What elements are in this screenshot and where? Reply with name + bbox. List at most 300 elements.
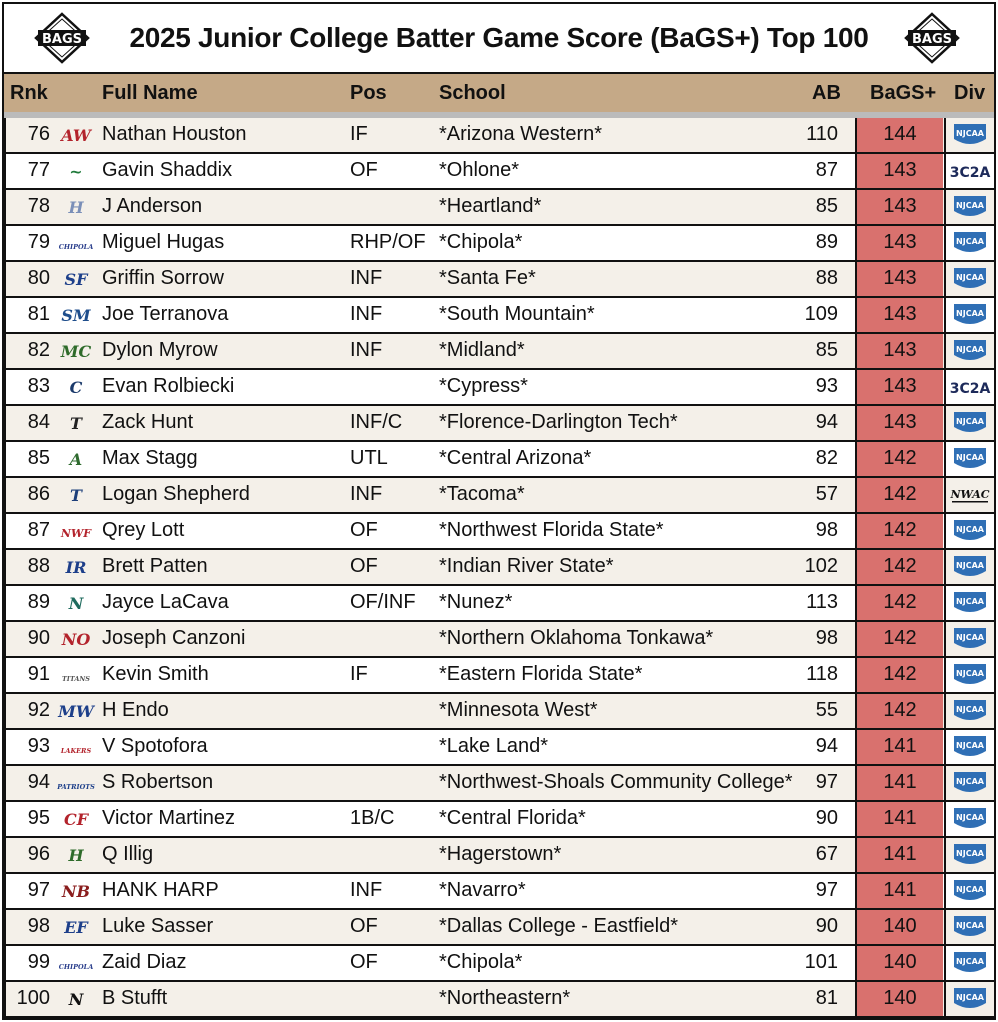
position-cell: INF — [350, 483, 383, 505]
player-name[interactable]: Max Stagg — [102, 447, 198, 469]
hagerstown-logo — [56, 841, 96, 869]
school-cell[interactable]: *Heartland* — [439, 195, 542, 217]
sep-ab-score — [855, 118, 857, 1018]
svg-text:NJCAA: NJCAA — [956, 525, 984, 534]
svg-text:NJCAA: NJCAA — [956, 309, 984, 318]
njcaa-logo-icon — [948, 661, 992, 689]
school-cell[interactable]: *Northwest-Shoals Community College* — [439, 771, 793, 793]
bags-score-cell — [857, 298, 943, 332]
northwest-florida-logo — [56, 517, 96, 545]
position-cell: OF/INF — [350, 591, 416, 613]
school-cell[interactable]: *Northwest Florida State* — [439, 519, 664, 541]
table-row[interactable] — [4, 190, 994, 226]
svg-text:PATRIOTS: PATRIOTS — [57, 783, 95, 791]
njcaa-logo-icon — [948, 229, 992, 257]
bags-score-value: 141 — [883, 807, 917, 829]
school-cell[interactable]: *Florence-Darlington Tech* — [439, 411, 678, 433]
njcaa-logo-icon — [948, 697, 992, 725]
tacoma-logo — [56, 481, 96, 509]
rank-cell: 77 — [27, 159, 50, 181]
bags-logo-icon — [904, 12, 960, 64]
njcaa-logo-icon — [948, 301, 992, 329]
bags-score-value: 142 — [883, 555, 917, 577]
svg-text:C: C — [69, 378, 83, 397]
at-bats-cell: 90 — [815, 915, 838, 937]
bags-score-cell — [857, 910, 943, 944]
svg-text:H: H — [68, 198, 84, 217]
rank-cell: 76 — [27, 123, 50, 145]
svg-text:NJCAA: NJCAA — [956, 453, 984, 462]
minnesota-west-logo — [56, 697, 96, 725]
position-cell: 1B/C — [350, 807, 395, 829]
table-row[interactable] — [4, 442, 994, 478]
col-school-header[interactable]: School — [439, 82, 506, 104]
title-bar — [4, 4, 994, 72]
bags-score-cell — [857, 586, 943, 620]
ohlone-logo — [56, 157, 96, 185]
rank-cell: 93 — [27, 735, 50, 757]
njcaa-logo-icon — [948, 445, 992, 473]
rank-cell: 99 — [27, 951, 50, 973]
table-body — [4, 118, 994, 1018]
rank-cell: 85 — [27, 447, 50, 469]
svg-text:T: T — [70, 486, 82, 505]
table-row[interactable] — [4, 334, 994, 370]
position-cell: INF/C — [350, 411, 403, 433]
player-name[interactable]: Gavin Shaddix — [102, 159, 233, 181]
school-cell[interactable]: *Nunez* — [439, 591, 513, 613]
col-pos-header[interactable]: Pos — [350, 82, 387, 104]
school-cell[interactable]: *Navarro* — [439, 879, 526, 901]
player-name[interactable]: Q Illig — [102, 843, 154, 865]
school-cell[interactable]: *Santa Fe* — [439, 267, 536, 289]
at-bats-cell: 98 — [815, 519, 838, 541]
at-bats-cell: 110 — [806, 123, 838, 145]
position-cell: INF — [350, 303, 383, 325]
table-row[interactable] — [4, 658, 994, 694]
player-name[interactable]: Griffin Sorrow — [102, 267, 224, 289]
school-cell[interactable]: *Lake Land* — [439, 735, 548, 757]
at-bats-cell: 97 — [815, 771, 838, 793]
at-bats-cell: 113 — [806, 591, 838, 613]
position-cell: INF — [350, 339, 383, 361]
svg-text:NWF: NWF — [60, 527, 92, 540]
bags-score-value: 141 — [883, 771, 917, 793]
central-florida-logo — [56, 805, 96, 833]
njcaa-logo-icon — [948, 841, 992, 869]
player-name[interactable]: Kevin Smith — [102, 663, 209, 685]
svg-text:CF: CF — [63, 810, 89, 829]
table-row[interactable] — [4, 694, 994, 730]
svg-text:3C2A: 3C2A — [949, 381, 991, 397]
svg-text:SF: SF — [64, 270, 88, 289]
school-cell[interactable]: *Indian River State* — [439, 555, 614, 577]
bags-score-value: 141 — [883, 735, 917, 757]
player-name[interactable]: Qrey Lott — [102, 519, 185, 541]
svg-text:N: N — [68, 990, 84, 1009]
rank-cell: 92 — [27, 699, 50, 721]
at-bats-cell: 94 — [815, 735, 838, 757]
svg-text:MC: MC — [60, 342, 92, 361]
table-row[interactable] — [4, 982, 994, 1018]
nwac-logo-icon — [948, 481, 992, 509]
bags-score-cell — [857, 838, 943, 872]
rank-cell: 88 — [27, 555, 50, 577]
at-bats-cell: 102 — [804, 555, 838, 577]
rank-cell: 81 — [27, 303, 50, 325]
svg-text:NJCAA: NJCAA — [956, 345, 984, 354]
at-bats-cell: 118 — [806, 663, 838, 685]
svg-text:NJCAA: NJCAA — [956, 705, 984, 714]
bags-score-value: 143 — [883, 339, 917, 361]
player-name[interactable]: Luke Sasser — [102, 915, 214, 937]
at-bats-cell: 57 — [815, 483, 838, 505]
col-ab-header[interactable]: AB — [812, 82, 841, 104]
svg-text:EF: EF — [64, 918, 88, 937]
table-row[interactable] — [4, 370, 994, 406]
arizona-western-logo — [56, 121, 96, 149]
bags-score-value: 140 — [883, 915, 917, 937]
bags-score-value: 142 — [883, 627, 917, 649]
rank-cell: 98 — [27, 915, 50, 937]
col-score-header[interactable]: BaGS+ — [870, 82, 937, 104]
njcaa-logo-icon — [948, 769, 992, 797]
table-row[interactable] — [4, 586, 994, 622]
cypress-logo — [56, 373, 96, 401]
table-row[interactable] — [4, 154, 994, 190]
school-cell[interactable]: *South Mountain* — [439, 303, 595, 325]
bags-score-value: 143 — [883, 303, 917, 325]
bags-score-cell — [857, 442, 943, 476]
bags-score-value: 142 — [883, 483, 917, 505]
at-bats-cell: 89 — [815, 231, 838, 253]
school-cell[interactable]: *Northeastern* — [439, 987, 571, 1009]
bags-score-value: 143 — [883, 231, 917, 253]
position-cell: OF — [350, 519, 378, 541]
bags-score-value: 140 — [883, 987, 917, 1009]
northwest-shoals-logo — [56, 769, 96, 797]
bags-score-cell — [857, 766, 943, 800]
bags-score-value: 142 — [883, 591, 917, 613]
table-row[interactable] — [4, 874, 994, 910]
bags-logo-icon — [34, 12, 90, 64]
bags-score-cell — [857, 802, 943, 836]
position-cell: OF — [350, 159, 378, 181]
svg-text:NJCAA: NJCAA — [956, 129, 984, 138]
rank-cell: 90 — [27, 627, 50, 649]
bags-score-value: 143 — [883, 195, 917, 217]
chipola-logo — [56, 229, 96, 257]
svg-text:CHIPOLA: CHIPOLA — [58, 243, 94, 251]
at-bats-cell: 87 — [815, 159, 838, 181]
school-cell[interactable]: *Chipola* — [439, 951, 523, 973]
player-name[interactable]: Jayce LaCava — [102, 591, 229, 613]
bags-score-cell — [857, 226, 943, 260]
3c2a-logo-icon — [948, 373, 992, 401]
njcaa-logo-icon — [948, 589, 992, 617]
njcaa-logo-icon — [948, 949, 992, 977]
table-row[interactable] — [4, 802, 994, 838]
bags-score-value: 142 — [883, 447, 917, 469]
njcaa-logo-icon — [948, 877, 992, 905]
bags-score-value: 142 — [883, 663, 917, 685]
svg-text:NB: NB — [61, 882, 91, 901]
navarro-logo — [56, 877, 96, 905]
nunez-logo — [56, 589, 96, 617]
svg-text:SM: SM — [61, 306, 91, 325]
at-bats-cell: 81 — [815, 987, 838, 1009]
table-row[interactable] — [4, 298, 994, 334]
school-cell[interactable]: *Cypress* — [439, 375, 528, 397]
3c2a-logo-icon — [948, 157, 992, 185]
rank-cell: 84 — [27, 411, 50, 433]
svg-text:NWAC: NWAC — [950, 488, 990, 501]
svg-text:CHIPOLA: CHIPOLA — [58, 963, 94, 971]
svg-text:NO: NO — [61, 630, 91, 649]
position-cell: UTL — [350, 447, 388, 469]
at-bats-cell: 101 — [804, 951, 838, 973]
table-row[interactable] — [4, 262, 994, 298]
njcaa-logo-icon — [948, 733, 992, 761]
bags-score-cell — [857, 550, 943, 584]
njcaa-logo-icon — [948, 517, 992, 545]
bags-score-cell — [857, 406, 943, 440]
table-header — [4, 72, 994, 114]
at-bats-cell: 98 — [815, 627, 838, 649]
bags-score-cell — [857, 622, 943, 656]
at-bats-cell: 88 — [815, 267, 838, 289]
bags-score-value: 143 — [883, 411, 917, 433]
bags-score-value: 141 — [883, 843, 917, 865]
school-cell[interactable]: *Central Arizona* — [439, 447, 592, 469]
player-name[interactable]: HANK HARP — [102, 879, 219, 901]
njcaa-logo-icon — [948, 409, 992, 437]
at-bats-cell: 97 — [815, 879, 838, 901]
njcaa-logo-icon — [948, 553, 992, 581]
rank-cell: 96 — [27, 843, 50, 865]
heartland-logo — [56, 193, 96, 221]
indian-river-logo — [56, 553, 96, 581]
school-cell[interactable]: *Dallas College - Eastfield* — [439, 915, 679, 937]
bags-score-cell — [857, 946, 943, 980]
player-name[interactable]: J Anderson — [102, 195, 203, 217]
bags-score-cell — [857, 694, 943, 728]
bags-score-value: 144 — [883, 123, 917, 145]
bags-score-value: 143 — [883, 159, 917, 181]
rank-cell: 82 — [27, 339, 50, 361]
at-bats-cell: 55 — [815, 699, 838, 721]
rank-cell: 86 — [27, 483, 50, 505]
florence-darlington-logo — [56, 409, 96, 437]
rank-cell: 97 — [27, 879, 50, 901]
player-name[interactable]: Logan Shepherd — [102, 483, 250, 505]
at-bats-cell: 82 — [815, 447, 838, 469]
rank-cell: 95 — [27, 807, 50, 829]
at-bats-cell: 109 — [804, 303, 838, 325]
school-cell[interactable]: *Midland* — [439, 339, 525, 361]
table-row[interactable] — [4, 766, 994, 802]
svg-text:BAGS: BAGS — [41, 32, 83, 47]
table-row[interactable] — [4, 406, 994, 442]
bags-score-cell — [857, 478, 943, 512]
rank-cell: 80 — [27, 267, 50, 289]
player-name[interactable]: Evan Rolbiecki — [102, 375, 235, 397]
rank-cell: 94 — [27, 771, 50, 793]
svg-text:N: N — [68, 594, 84, 613]
njcaa-logo-icon — [948, 337, 992, 365]
bags-score-cell — [857, 370, 943, 404]
player-name[interactable]: Zaid Diaz — [102, 951, 187, 973]
bags-score-cell — [857, 262, 943, 296]
school-cell[interactable]: *Tacoma* — [439, 483, 525, 505]
svg-text:NJCAA: NJCAA — [956, 885, 984, 894]
svg-text:NJCAA: NJCAA — [956, 813, 984, 822]
player-name[interactable]: V Spotofora — [102, 735, 208, 757]
player-name[interactable]: S Robertson — [102, 771, 214, 793]
col-rank-header[interactable]: Rnk — [10, 82, 48, 104]
svg-text:MW: MW — [58, 702, 94, 721]
table-row[interactable] — [4, 514, 994, 550]
position-cell: OF — [350, 915, 378, 937]
svg-text:H: H — [68, 846, 84, 865]
svg-text:IR: IR — [65, 558, 87, 577]
page-title: 2025 Junior College Batter Game Score (BaGS+) Top 100 — [129, 22, 869, 53]
bags-score-value: 140 — [883, 951, 917, 973]
svg-text:NJCAA: NJCAA — [956, 957, 984, 966]
bags-score-value: 142 — [883, 699, 917, 721]
school-cell[interactable]: *Ohlone* — [439, 159, 520, 181]
bags-score-value: 141 — [883, 879, 917, 901]
rank-cell: 89 — [27, 591, 50, 613]
player-name[interactable]: Zack Hunt — [102, 411, 194, 433]
bags-score-cell — [857, 334, 943, 368]
svg-text:BAGS: BAGS — [911, 32, 953, 47]
at-bats-cell: 93 — [815, 375, 838, 397]
central-arizona-logo — [56, 445, 96, 473]
table-row[interactable] — [4, 622, 994, 658]
bags-score-cell — [857, 154, 943, 188]
svg-text:A: A — [69, 450, 83, 469]
rank-cell: 79 — [27, 231, 50, 253]
leaderboard-frame — [2, 2, 996, 1020]
player-name[interactable]: Victor Martinez — [102, 807, 236, 829]
school-cell[interactable]: *Northern Oklahoma Tonkawa* — [439, 627, 714, 649]
table-row[interactable] — [4, 838, 994, 874]
eastern-florida-logo — [56, 661, 96, 689]
eastfield-logo — [56, 913, 96, 941]
player-name[interactable]: Joseph Canzoni — [102, 627, 246, 649]
table-row[interactable] — [4, 910, 994, 946]
svg-text:NJCAA: NJCAA — [956, 741, 984, 750]
njcaa-logo-icon — [948, 121, 992, 149]
position-cell: IF — [350, 663, 368, 685]
player-name[interactable]: Miguel Hugas — [102, 231, 225, 253]
midland-logo — [56, 337, 96, 365]
table-row[interactable] — [4, 226, 994, 262]
svg-text:NJCAA: NJCAA — [956, 849, 984, 858]
rank-cell: 83 — [27, 375, 50, 397]
njcaa-logo-icon — [948, 805, 992, 833]
bags-score-cell — [857, 658, 943, 692]
rank-cell: 78 — [27, 195, 50, 217]
svg-text:NJCAA: NJCAA — [956, 201, 984, 210]
col-name-header[interactable]: Full Name — [102, 82, 198, 104]
njcaa-logo-icon — [948, 265, 992, 293]
school-cell[interactable]: *Chipola* — [439, 231, 523, 253]
bags-score-cell — [857, 118, 943, 152]
bags-score-value: 142 — [883, 519, 917, 541]
bags-score-cell — [857, 730, 943, 764]
svg-text:NJCAA: NJCAA — [956, 561, 984, 570]
svg-text:~: ~ — [69, 162, 83, 181]
njcaa-logo-icon — [948, 625, 992, 653]
bags-score-cell — [857, 514, 943, 548]
player-name[interactable]: Joe Terranova — [102, 303, 229, 325]
svg-text:NJCAA: NJCAA — [956, 993, 984, 1002]
njcaa-logo-icon — [948, 913, 992, 941]
svg-text:LAKERS: LAKERS — [60, 747, 92, 755]
at-bats-cell: 85 — [815, 339, 838, 361]
svg-text:T: T — [70, 414, 82, 433]
bags-score-cell — [857, 982, 943, 1016]
school-cell[interactable]: *Hagerstown* — [439, 843, 562, 865]
school-cell[interactable]: *Central Florida* — [439, 807, 586, 829]
rank-cell: 100 — [16, 987, 50, 1009]
svg-text:3C2A: 3C2A — [949, 165, 991, 181]
svg-text:NJCAA: NJCAA — [956, 633, 984, 642]
svg-text:NJCAA: NJCAA — [956, 417, 984, 426]
school-cell[interactable]: *Eastern Florida State* — [439, 663, 643, 685]
table-row[interactable] — [4, 730, 994, 766]
bags-score-value: 143 — [883, 267, 917, 289]
bags-score-cell — [857, 874, 943, 908]
table-row[interactable] — [4, 946, 994, 982]
table-row[interactable] — [4, 478, 994, 514]
at-bats-cell: 85 — [815, 195, 838, 217]
northeastern-logo — [56, 985, 96, 1013]
svg-text:AW: AW — [61, 126, 91, 145]
at-bats-cell: 90 — [815, 807, 838, 829]
svg-text:NJCAA: NJCAA — [956, 597, 984, 606]
player-name[interactable]: H Endo — [102, 699, 169, 721]
svg-text:NJCAA: NJCAA — [956, 669, 984, 678]
table-row[interactable] — [4, 550, 994, 586]
table-row[interactable] — [4, 118, 994, 154]
rank-cell: 87 — [27, 519, 50, 541]
at-bats-cell: 67 — [815, 843, 838, 865]
svg-text:TITANS: TITANS — [61, 675, 91, 683]
svg-text:NJCAA: NJCAA — [956, 237, 984, 246]
player-name[interactable]: Brett Patten — [102, 555, 208, 577]
player-name[interactable]: Dylon Myrow — [102, 339, 218, 361]
svg-text:NJCAA: NJCAA — [956, 273, 984, 282]
njcaa-logo-icon — [948, 985, 992, 1013]
col-div-header[interactable]: Div — [954, 82, 986, 104]
position-cell: INF — [350, 879, 383, 901]
player-name[interactable]: Nathan Houston — [102, 123, 247, 145]
svg-text:NJCAA: NJCAA — [956, 921, 984, 930]
at-bats-cell: 94 — [815, 411, 838, 433]
south-mountain-logo — [56, 301, 96, 329]
bags-score-value: 143 — [883, 375, 917, 397]
svg-text:NJCAA: NJCAA — [956, 777, 984, 786]
bags-score-cell — [857, 190, 943, 224]
school-cell[interactable]: *Minnesota West* — [439, 699, 598, 721]
school-cell[interactable]: *Arizona Western* — [439, 123, 603, 145]
position-cell: OF — [350, 951, 378, 973]
player-name[interactable]: B Stufft — [102, 987, 168, 1009]
position-cell: RHP/OF — [350, 231, 426, 253]
